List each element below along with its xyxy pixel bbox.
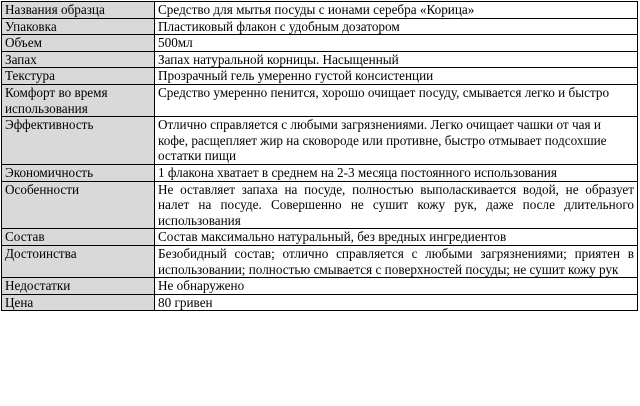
row-value: Безобидный состав; отлично справляется с любыми загрязнениями; приятен в использовании; полностью смывается с поверхностей посуды; не сушит кожу рук bbox=[155, 245, 638, 277]
row-value: Средство для мытья посуды с ионами серебра «Корица» bbox=[155, 2, 638, 19]
table-row bbox=[2, 84, 638, 116]
table-row bbox=[2, 181, 638, 229]
row-value: Отлично справляется с любыми загрязнениями. Легко очищает чашки от чая и кофе, расщепляет жир на сковороде или противне, быстро отмывает подсохшие остатки пищи bbox=[155, 117, 638, 165]
table-row bbox=[2, 245, 638, 277]
table-row bbox=[2, 294, 638, 311]
row-label: Состав bbox=[2, 229, 155, 246]
row-label: Комфорт во время использования bbox=[2, 84, 155, 116]
product-review-table bbox=[1, 1, 638, 311]
table-row bbox=[2, 229, 638, 246]
table-row bbox=[2, 35, 638, 52]
row-value: Пластиковый флакон с удобным дозатором bbox=[155, 18, 638, 35]
table-row bbox=[2, 18, 638, 35]
row-label: Особенности bbox=[2, 181, 155, 229]
table-row bbox=[2, 51, 638, 68]
row-label: Цена bbox=[2, 294, 155, 311]
row-label: Эффективность bbox=[2, 117, 155, 165]
row-label: Достоинства bbox=[2, 245, 155, 277]
row-label: Названия образца bbox=[2, 2, 155, 19]
table-row bbox=[2, 2, 638, 19]
row-value: Средство умеренно пенится, хорошо очищает посуду, смывается легко и быстро bbox=[155, 84, 638, 116]
row-label: Упаковка bbox=[2, 18, 155, 35]
row-value: 80 гривен bbox=[155, 294, 638, 311]
row-value: Запах натуральной корницы. Насыщенный bbox=[155, 51, 638, 68]
row-label: Экономичность bbox=[2, 164, 155, 181]
table-row bbox=[2, 164, 638, 181]
table-row bbox=[2, 68, 638, 85]
row-value: 1 флакона хватает в среднем на 2-3 месяца постоянного использования bbox=[155, 164, 638, 181]
row-label: Текстура bbox=[2, 68, 155, 85]
row-value: Не оставляет запаха на посуде, полностью выполаскивается водой, не образует налет на посуде. Совершенно не сушит кожу рук, даже после длительного использования bbox=[155, 181, 638, 229]
row-value: 500мл bbox=[155, 35, 638, 52]
row-label: Недостатки bbox=[2, 278, 155, 295]
row-value: Не обнаружено bbox=[155, 278, 638, 295]
table-row bbox=[2, 117, 638, 165]
row-label: Запах bbox=[2, 51, 155, 68]
row-label: Объем bbox=[2, 35, 155, 52]
table-row bbox=[2, 278, 638, 295]
row-value: Состав максимально натуральный, без вредных ингредиентов bbox=[155, 229, 638, 246]
row-value: Прозрачный гель умеренно густой консистенции bbox=[155, 68, 638, 85]
